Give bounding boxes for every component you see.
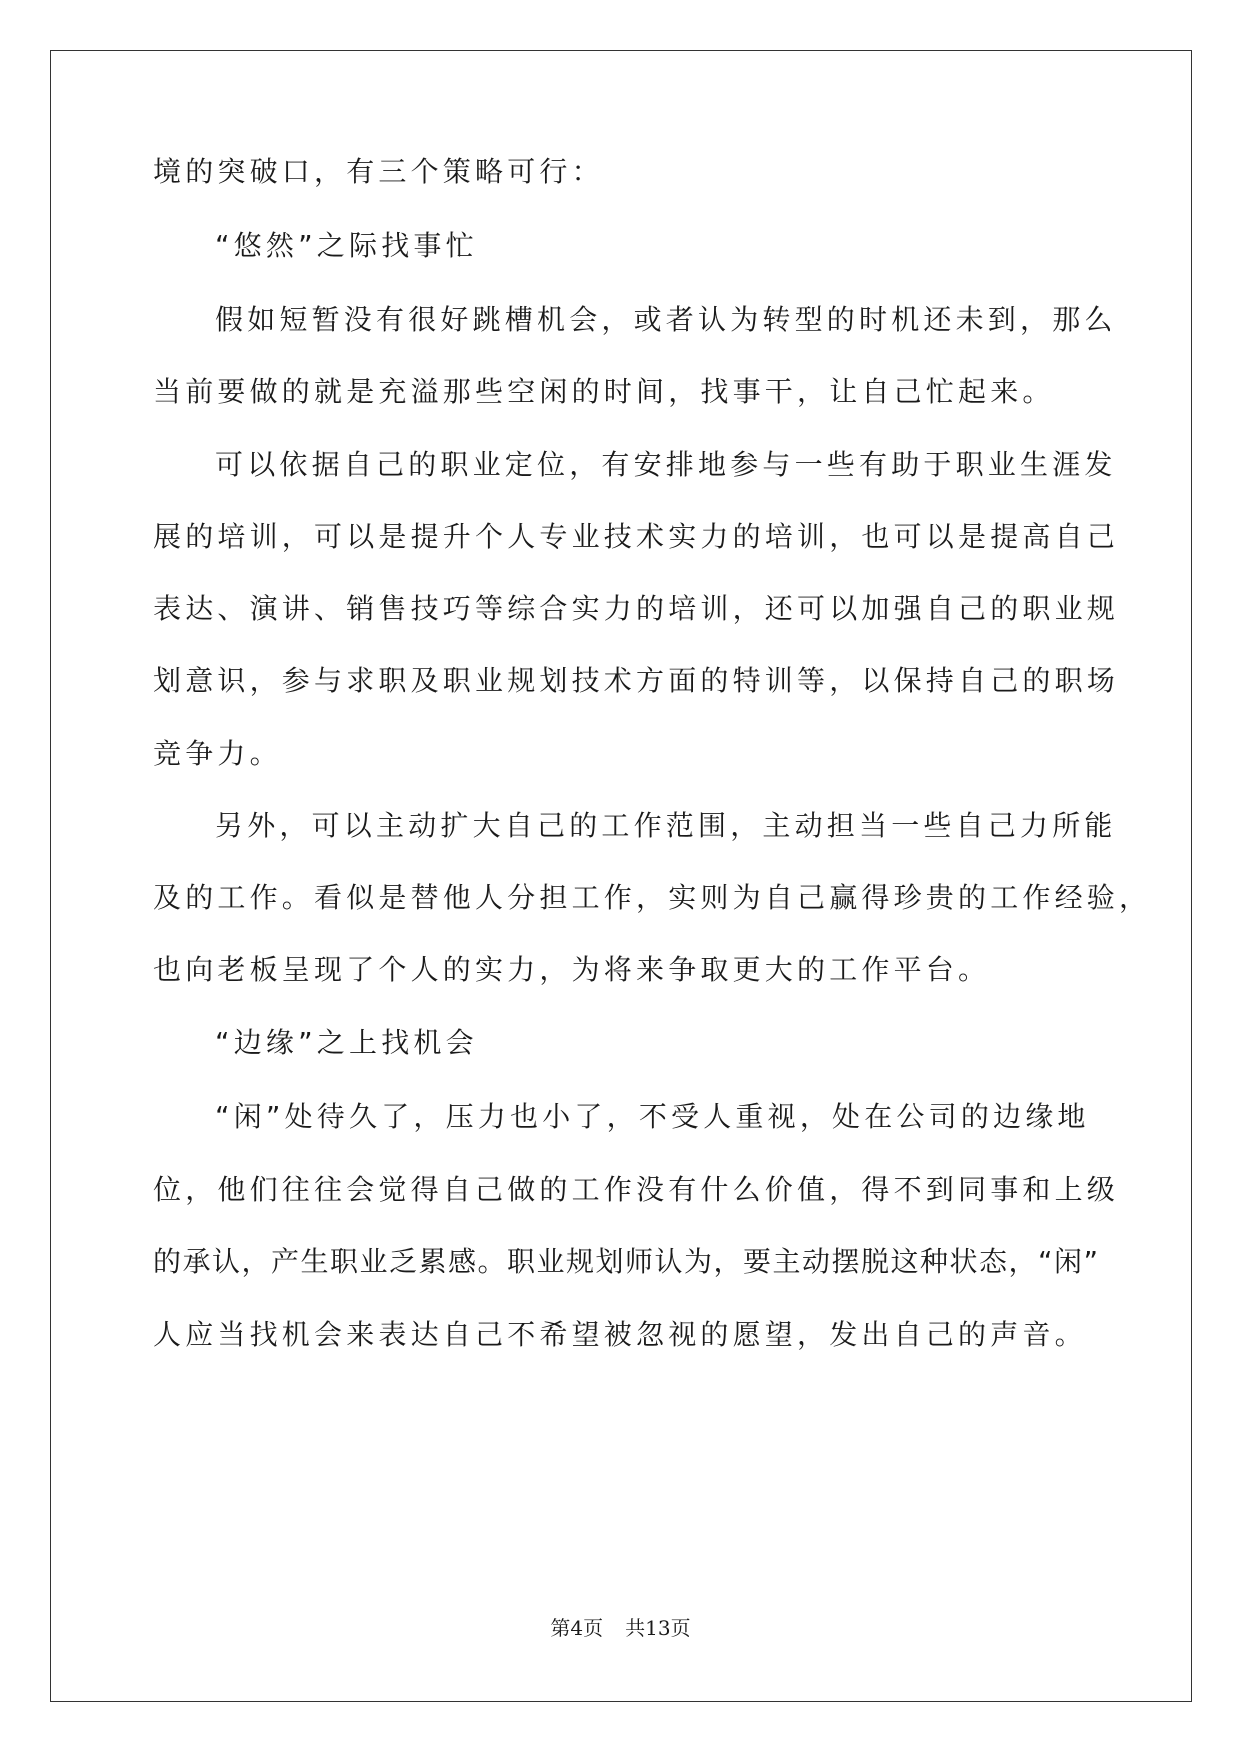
page-border bbox=[50, 50, 1192, 1702]
section-heading: “悠然”之际找事忙 bbox=[215, 229, 478, 262]
text-line: 竞争力。 bbox=[153, 737, 282, 770]
page-footer bbox=[0, 1614, 1241, 1642]
section-heading: “边缘”之上找机会 bbox=[215, 1026, 478, 1059]
text-line: 及的工作。看似是替他人分担工作，实则为自己赢得珍贵的工作经验， bbox=[153, 881, 1152, 914]
text-line: 假如短暂没有很好跳槽机会，或者认为转型的时机还未到，那么 bbox=[215, 303, 1117, 336]
page-total: 共13页 bbox=[625, 1616, 691, 1640]
text-line: 当前要做的就是充溢那些空闲的时间，找事干，让自己忙起来。 bbox=[153, 375, 1055, 408]
text-line: 另外，可以主动扩大自己的工作范围，主动担当一些自己力所能 bbox=[215, 809, 1117, 842]
text-line: 展的培训，可以是提升个人专业技术实力的培训，也可以是提高自己 bbox=[153, 520, 1120, 553]
text-line: “闲”处待久了，压力也小了，不受人重视，处在公司的边缘地 bbox=[215, 1100, 1090, 1133]
text-line: 的承认，产生职业乏累感。职业规划师认为，要主动摆脱这种状态，“闲” bbox=[153, 1245, 1100, 1278]
text-line: 划意识，参与求职及职业规划技术方面的特训等，以保持自己的职场 bbox=[153, 664, 1120, 697]
text-line: 位，他们往往会觉得自己做的工作没有什么价值，得不到同事和上级 bbox=[153, 1173, 1120, 1206]
text-line: 可以依据自己的职业定位，有安排地参与一些有助于职业生涯发 bbox=[215, 448, 1117, 481]
text-line: 人应当找机会来表达自己不希望被忽视的愿望，发出自己的声音。 bbox=[153, 1318, 1087, 1351]
page-number: 第4页 bbox=[550, 1616, 604, 1640]
text-line: 也向老板呈现了个人的实力，为将来争取更大的工作平台。 bbox=[153, 953, 991, 986]
text-line: 表达、演讲、销售技巧等综合实力的培训，还可以加强自己的职业规 bbox=[153, 592, 1120, 625]
text-line: 境的突破口，有三个策略可行： bbox=[153, 155, 604, 188]
